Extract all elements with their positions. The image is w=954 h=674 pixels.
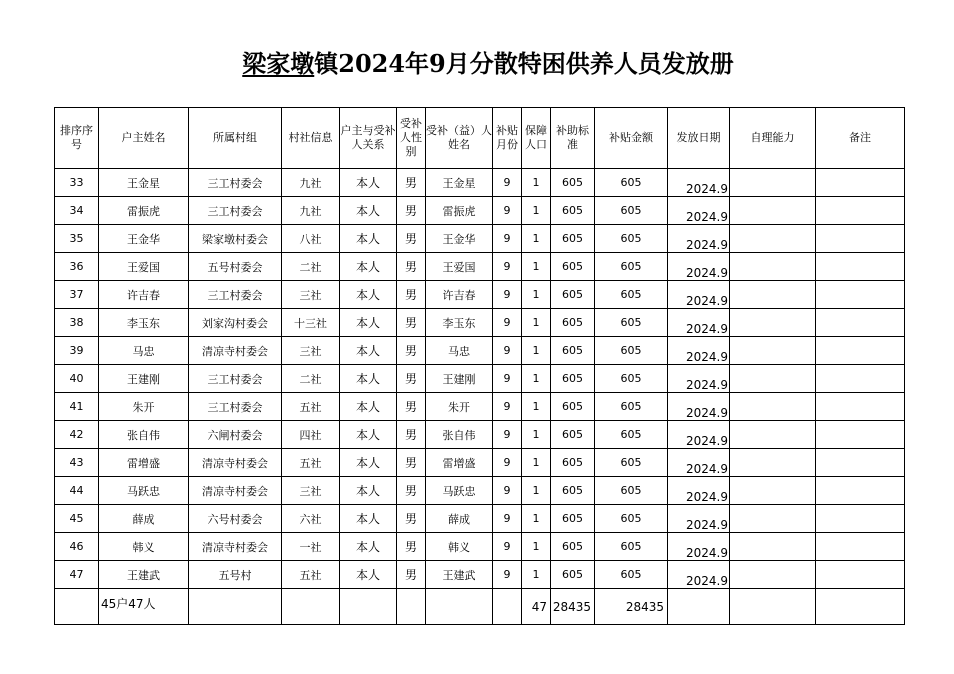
subsidy-standard-cell: 605	[551, 309, 595, 337]
self-care-ability-cell	[730, 197, 816, 225]
issue-date-cell: 2024.9	[668, 393, 730, 421]
subsidy-month-cell: 9	[493, 449, 522, 477]
header-row	[55, 108, 905, 169]
subsidy-standard-cell: 605	[551, 169, 595, 197]
table-row	[55, 281, 905, 309]
subsidy-month-cell: 9	[493, 337, 522, 365]
recipient-name-cell: 王建武	[426, 561, 493, 589]
subsidy-month-cell: 9	[493, 253, 522, 281]
village-cell: 六号村委会	[189, 505, 282, 533]
subsidy-amount-cell: 605	[595, 169, 668, 197]
column-header: 受补（益）人姓名	[426, 108, 493, 169]
column-header: 补贴金额	[595, 108, 668, 169]
remarks-cell	[816, 449, 905, 477]
relationship-cell: 本人	[340, 393, 397, 421]
self-care-ability-cell	[730, 477, 816, 505]
total-amount-cell: 28435	[595, 589, 668, 625]
recipient-name-cell: 李玉东	[426, 309, 493, 337]
total-empty-cell	[282, 589, 340, 625]
subsidy-amount-cell: 605	[595, 309, 668, 337]
table-row	[55, 225, 905, 253]
village-group-cell: 九社	[282, 197, 340, 225]
table-row	[55, 505, 905, 533]
subsidy-standard-cell: 605	[551, 365, 595, 393]
total-row	[55, 589, 905, 625]
subsidy-amount-cell: 605	[595, 505, 668, 533]
subsidy-amount-cell: 605	[595, 253, 668, 281]
row-number-cell: 41	[55, 393, 99, 421]
subsidy-amount-cell: 605	[595, 561, 668, 589]
total-empty-cell	[55, 589, 99, 625]
gender-cell: 男	[397, 225, 426, 253]
gender-cell: 男	[397, 337, 426, 365]
issue-date-cell: 2024.9	[668, 365, 730, 393]
remarks-cell	[816, 337, 905, 365]
village-group-cell: 五社	[282, 561, 340, 589]
table-row	[55, 393, 905, 421]
issue-date-cell: 2024.9	[668, 225, 730, 253]
total-empty-cell	[730, 589, 816, 625]
covered-population-cell: 1	[522, 225, 551, 253]
issue-date-cell: 2024.9	[668, 309, 730, 337]
subsidy-month-cell: 9	[493, 225, 522, 253]
table-row	[55, 449, 905, 477]
table-row	[55, 309, 905, 337]
village-group-cell: 四社	[282, 421, 340, 449]
subsidy-month-cell: 9	[493, 561, 522, 589]
recipient-name-cell: 马跃忠	[426, 477, 493, 505]
village-cell: 梁家墩村委会	[189, 225, 282, 253]
total-empty-cell	[668, 589, 730, 625]
relationship-cell: 本人	[340, 505, 397, 533]
column-header: 村社信息	[282, 108, 340, 169]
subsidy-month-cell: 9	[493, 421, 522, 449]
subsidy-amount-cell: 605	[595, 365, 668, 393]
village-cell: 三工村委会	[189, 393, 282, 421]
subsidy-standard-cell: 605	[551, 449, 595, 477]
village-cell: 三工村委会	[189, 197, 282, 225]
remarks-cell	[816, 197, 905, 225]
covered-population-cell: 1	[522, 449, 551, 477]
subsidy-amount-cell: 605	[595, 477, 668, 505]
subsidy-month-cell: 9	[493, 197, 522, 225]
gender-cell: 男	[397, 505, 426, 533]
village-cell: 清凉寺村委会	[189, 337, 282, 365]
household-head-cell: 张自伟	[99, 421, 189, 449]
subsidy-amount-cell: 605	[595, 393, 668, 421]
row-number-cell: 36	[55, 253, 99, 281]
subsidy-amount-cell: 605	[595, 225, 668, 253]
subsidy-standard-cell: 605	[551, 561, 595, 589]
total-empty-cell	[397, 589, 426, 625]
title-main: 镇2024年9月分散特困供养人员发放册	[314, 49, 734, 78]
subsidy-standard-cell: 605	[551, 393, 595, 421]
subsidy-standard-cell: 605	[551, 421, 595, 449]
issue-date-cell: 2024.9	[668, 337, 730, 365]
row-number-cell: 45	[55, 505, 99, 533]
issue-date-cell: 2024.9	[668, 505, 730, 533]
subsidy-standard-cell: 605	[551, 337, 595, 365]
issue-date-cell: 2024.9	[668, 477, 730, 505]
village-group-cell: 二社	[282, 253, 340, 281]
household-head-cell: 雷振虎	[99, 197, 189, 225]
issue-date-cell: 2024.9	[668, 533, 730, 561]
row-number-cell: 39	[55, 337, 99, 365]
remarks-cell	[816, 253, 905, 281]
village-group-cell: 九社	[282, 169, 340, 197]
subsidy-standard-cell: 605	[551, 505, 595, 533]
subsidy-month-cell: 9	[493, 169, 522, 197]
subsidy-month-cell: 9	[493, 365, 522, 393]
gender-cell: 男	[397, 197, 426, 225]
subsidy-amount-cell: 605	[595, 197, 668, 225]
subsidy-month-cell: 9	[493, 309, 522, 337]
household-head-cell: 王建武	[99, 561, 189, 589]
village-group-cell: 十三社	[282, 309, 340, 337]
gender-cell: 男	[397, 253, 426, 281]
gender-cell: 男	[397, 449, 426, 477]
column-header: 保障人口	[522, 108, 551, 169]
relationship-cell: 本人	[340, 561, 397, 589]
gender-cell: 男	[397, 309, 426, 337]
subsidy-month-cell: 9	[493, 393, 522, 421]
subsidy-amount-cell: 605	[595, 337, 668, 365]
title-town: 梁家墩	[242, 49, 315, 78]
row-number-cell: 33	[55, 169, 99, 197]
self-care-ability-cell	[730, 561, 816, 589]
row-number-cell: 37	[55, 281, 99, 309]
gender-cell: 男	[397, 533, 426, 561]
total-population-cell: 47	[522, 589, 551, 625]
household-head-cell: 许吉春	[99, 281, 189, 309]
household-head-cell: 王爱国	[99, 253, 189, 281]
self-care-ability-cell	[730, 309, 816, 337]
total-empty-cell	[340, 589, 397, 625]
gender-cell: 男	[397, 281, 426, 309]
relationship-cell: 本人	[340, 337, 397, 365]
remarks-cell	[816, 533, 905, 561]
issue-date-cell: 2024.9	[668, 169, 730, 197]
household-head-cell: 薛成	[99, 505, 189, 533]
covered-population-cell: 1	[522, 421, 551, 449]
village-group-cell: 三社	[282, 337, 340, 365]
subsidy-standard-cell: 605	[551, 197, 595, 225]
village-cell: 三工村委会	[189, 365, 282, 393]
remarks-cell	[816, 365, 905, 393]
relationship-cell: 本人	[340, 281, 397, 309]
self-care-ability-cell	[730, 365, 816, 393]
recipient-name-cell: 朱开	[426, 393, 493, 421]
page-title	[0, 44, 954, 79]
self-care-ability-cell	[730, 533, 816, 561]
village-cell: 五号村委会	[189, 253, 282, 281]
household-head-cell: 王金华	[99, 225, 189, 253]
row-number-cell: 34	[55, 197, 99, 225]
gender-cell: 男	[397, 421, 426, 449]
covered-population-cell: 1	[522, 309, 551, 337]
household-head-cell: 王建刚	[99, 365, 189, 393]
gender-cell: 男	[397, 169, 426, 197]
total-empty-cell	[493, 589, 522, 625]
total-empty-cell	[816, 589, 905, 625]
recipient-name-cell: 雷增盛	[426, 449, 493, 477]
subsidy-standard-cell: 605	[551, 281, 595, 309]
total-households-label: 45户47人	[99, 589, 189, 625]
recipient-name-cell: 马忠	[426, 337, 493, 365]
remarks-cell	[816, 561, 905, 589]
village-cell: 清凉寺村委会	[189, 477, 282, 505]
covered-population-cell: 1	[522, 365, 551, 393]
subsidy-standard-cell: 605	[551, 253, 595, 281]
row-number-cell: 44	[55, 477, 99, 505]
subsidy-month-cell: 9	[493, 281, 522, 309]
household-head-cell: 韩义	[99, 533, 189, 561]
table-row	[55, 533, 905, 561]
subsidy-standard-cell: 605	[551, 533, 595, 561]
relationship-cell: 本人	[340, 197, 397, 225]
table-row	[55, 197, 905, 225]
covered-population-cell: 1	[522, 169, 551, 197]
table-row	[55, 561, 905, 589]
recipient-name-cell: 王金星	[426, 169, 493, 197]
self-care-ability-cell	[730, 337, 816, 365]
subsidy-month-cell: 9	[493, 505, 522, 533]
village-cell: 清凉寺村委会	[189, 533, 282, 561]
recipient-name-cell: 王建刚	[426, 365, 493, 393]
recipient-name-cell: 韩义	[426, 533, 493, 561]
column-header: 补助标准	[551, 108, 595, 169]
village-group-cell: 三社	[282, 281, 340, 309]
column-header: 户主与受补人关系	[340, 108, 397, 169]
village-group-cell: 三社	[282, 477, 340, 505]
village-cell: 三工村委会	[189, 281, 282, 309]
column-header: 户主姓名	[99, 108, 189, 169]
recipient-name-cell: 张自伟	[426, 421, 493, 449]
issue-date-cell: 2024.9	[668, 197, 730, 225]
relationship-cell: 本人	[340, 225, 397, 253]
row-number-cell: 46	[55, 533, 99, 561]
table-row	[55, 169, 905, 197]
subsidy-month-cell: 9	[493, 477, 522, 505]
household-head-cell: 王金星	[99, 169, 189, 197]
relationship-cell: 本人	[340, 421, 397, 449]
row-number-cell: 47	[55, 561, 99, 589]
issue-date-cell: 2024.9	[668, 253, 730, 281]
covered-population-cell: 1	[522, 281, 551, 309]
total-empty-cell	[426, 589, 493, 625]
village-group-cell: 二社	[282, 365, 340, 393]
self-care-ability-cell	[730, 449, 816, 477]
self-care-ability-cell	[730, 225, 816, 253]
recipient-name-cell: 王金华	[426, 225, 493, 253]
relationship-cell: 本人	[340, 533, 397, 561]
table-row	[55, 253, 905, 281]
gender-cell: 男	[397, 393, 426, 421]
table-body	[55, 169, 905, 625]
column-header: 受补人性别	[397, 108, 426, 169]
row-number-cell: 35	[55, 225, 99, 253]
village-group-cell: 五社	[282, 449, 340, 477]
household-head-cell: 李玉东	[99, 309, 189, 337]
distribution-table	[54, 107, 905, 625]
relationship-cell: 本人	[340, 365, 397, 393]
issue-date-cell: 2024.9	[668, 281, 730, 309]
column-header: 排序序号	[55, 108, 99, 169]
gender-cell: 男	[397, 365, 426, 393]
column-header: 所属村组	[189, 108, 282, 169]
subsidy-amount-cell: 605	[595, 533, 668, 561]
row-number-cell: 42	[55, 421, 99, 449]
relationship-cell: 本人	[340, 449, 397, 477]
covered-population-cell: 1	[522, 477, 551, 505]
column-header: 补贴月份	[493, 108, 522, 169]
village-cell: 清凉寺村委会	[189, 449, 282, 477]
remarks-cell	[816, 477, 905, 505]
covered-population-cell: 1	[522, 393, 551, 421]
covered-population-cell: 1	[522, 533, 551, 561]
village-group-cell: 八社	[282, 225, 340, 253]
total-empty-cell	[189, 589, 282, 625]
issue-date-cell: 2024.9	[668, 561, 730, 589]
village-cell: 五号村	[189, 561, 282, 589]
subsidy-amount-cell: 605	[595, 281, 668, 309]
self-care-ability-cell	[730, 421, 816, 449]
household-head-cell: 马忠	[99, 337, 189, 365]
remarks-cell	[816, 393, 905, 421]
covered-population-cell: 1	[522, 253, 551, 281]
remarks-cell	[816, 281, 905, 309]
relationship-cell: 本人	[340, 477, 397, 505]
household-head-cell: 雷增盛	[99, 449, 189, 477]
remarks-cell	[816, 225, 905, 253]
row-number-cell: 43	[55, 449, 99, 477]
recipient-name-cell: 许吉春	[426, 281, 493, 309]
subsidy-standard-cell: 605	[551, 225, 595, 253]
table-row	[55, 365, 905, 393]
village-cell: 三工村委会	[189, 169, 282, 197]
remarks-cell	[816, 421, 905, 449]
remarks-cell	[816, 309, 905, 337]
covered-population-cell: 1	[522, 561, 551, 589]
relationship-cell: 本人	[340, 309, 397, 337]
self-care-ability-cell	[730, 169, 816, 197]
total-standard-cell: 28435	[551, 589, 595, 625]
remarks-cell	[816, 169, 905, 197]
self-care-ability-cell	[730, 393, 816, 421]
issue-date-cell: 2024.9	[668, 421, 730, 449]
subsidy-amount-cell: 605	[595, 449, 668, 477]
village-cell: 六闸村委会	[189, 421, 282, 449]
subsidy-month-cell: 9	[493, 533, 522, 561]
covered-population-cell: 1	[522, 505, 551, 533]
household-head-cell: 朱开	[99, 393, 189, 421]
column-header: 发放日期	[668, 108, 730, 169]
table-row	[55, 337, 905, 365]
household-head-cell: 马跃忠	[99, 477, 189, 505]
village-group-cell: 五社	[282, 393, 340, 421]
village-cell: 刘家沟村委会	[189, 309, 282, 337]
table-row	[55, 477, 905, 505]
self-care-ability-cell	[730, 253, 816, 281]
village-group-cell: 一社	[282, 533, 340, 561]
self-care-ability-cell	[730, 505, 816, 533]
subsidy-amount-cell: 605	[595, 421, 668, 449]
recipient-name-cell: 王爱国	[426, 253, 493, 281]
column-header: 自理能力	[730, 108, 816, 169]
gender-cell: 男	[397, 477, 426, 505]
relationship-cell: 本人	[340, 169, 397, 197]
subsidy-standard-cell: 605	[551, 477, 595, 505]
relationship-cell: 本人	[340, 253, 397, 281]
row-number-cell: 40	[55, 365, 99, 393]
remarks-cell	[816, 505, 905, 533]
recipient-name-cell: 薛成	[426, 505, 493, 533]
table-row	[55, 421, 905, 449]
row-number-cell: 38	[55, 309, 99, 337]
village-group-cell: 六社	[282, 505, 340, 533]
covered-population-cell: 1	[522, 197, 551, 225]
column-header: 备注	[816, 108, 905, 169]
covered-population-cell: 1	[522, 337, 551, 365]
gender-cell: 男	[397, 561, 426, 589]
recipient-name-cell: 雷振虎	[426, 197, 493, 225]
self-care-ability-cell	[730, 281, 816, 309]
issue-date-cell: 2024.9	[668, 449, 730, 477]
